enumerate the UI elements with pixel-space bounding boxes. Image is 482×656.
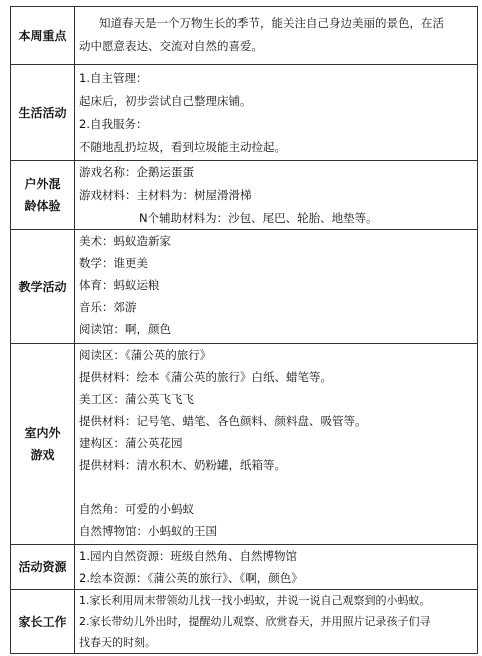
table-row-games xyxy=(11,343,477,544)
focus-line-2: 动中愿意表达、交流对自然的喜爱。 xyxy=(79,39,263,53)
games-line-4: 提供材料：记号笔、蜡笔、各色颜料、颜料盘、吸管等。 xyxy=(79,414,367,428)
outdoor-line-2: 游戏材料：主材料为：树屋滑滑梯 xyxy=(79,188,252,202)
teaching-line-4: 音乐：郊游 xyxy=(79,300,137,314)
weekly-plan-table xyxy=(10,6,478,654)
teaching-line-5: 阅读馆：啊，颜色 xyxy=(79,322,171,336)
games-line-2: 提供材料：绘本《蒲公英的旅行》白纸、蜡笔等。 xyxy=(79,370,332,384)
row-content-games xyxy=(79,344,473,544)
parents-line-2: 2.家长带幼儿外出时，提醒幼儿观察、欣赏春天，并用照片记录孩子们寻 xyxy=(79,615,431,628)
row-content-resources xyxy=(79,545,473,589)
row-label-life: 生活活动 xyxy=(11,65,75,160)
outdoor-line-1: 游戏名称：企鹅运蛋蛋 xyxy=(79,165,194,179)
outdoor-label-line-1: 户外混 xyxy=(24,177,61,191)
life-line-4: 不随地乱扔垃圾，看到垃圾能主动捡起。 xyxy=(79,140,286,154)
row-label-outdoor xyxy=(11,161,75,229)
table-row-teaching xyxy=(11,229,477,343)
games-line-1: 阅读区：《蒲公英的旅行》 xyxy=(79,348,212,362)
resources-line-2: 2.绘本资源：《蒲公英的旅行》、《啊，颜色》 xyxy=(79,571,303,585)
teaching-line-1: 美术：蚂蚁造新家 xyxy=(79,234,171,248)
row-label-resources: 活动资源 xyxy=(11,545,75,589)
life-line-1: 1.自主管理： xyxy=(79,71,148,85)
parents-line-3: 找春天的时刻。 xyxy=(79,636,156,649)
row-content-outdoor xyxy=(79,161,473,229)
games-label-line-2: 游戏 xyxy=(30,448,55,462)
table-row-focus xyxy=(11,7,477,64)
focus-line-1: 知道春天是一个万物生长的季节，能关注自己身边美丽的景色，在活 xyxy=(99,16,444,30)
life-line-2: 起床后，初步尝试自己整理床铺。 xyxy=(79,94,252,108)
row-content-teaching xyxy=(79,230,473,343)
row-content-focus xyxy=(79,7,473,64)
table-row-outdoor xyxy=(11,160,477,229)
row-label-games xyxy=(11,344,75,544)
row-label-parents: 家长工作 xyxy=(11,590,75,654)
games-line-3: 美工区：蒲公英飞飞飞 xyxy=(79,392,194,406)
teaching-line-3: 体育：蚂蚁运粮 xyxy=(79,278,160,292)
games-line-6: 提供材料：清水积木、奶粉罐，纸箱等。 xyxy=(79,458,286,472)
games-line-7 xyxy=(79,476,473,498)
life-line-3: 2.自我服务： xyxy=(79,117,148,131)
table-row-resources xyxy=(11,544,477,589)
resources-line-1: 1.园内自然资源：班级自然角、自然博物馆 xyxy=(79,549,297,563)
row-label-focus: 本周重点 xyxy=(11,7,75,64)
parents-line-1: 1.家长利用周末带领幼儿找一找小蚂蚁，并说一说自己观察到的小蚂蚁。 xyxy=(79,594,431,607)
games-line-5: 建构区：蒲公英花园 xyxy=(79,436,183,450)
row-content-life xyxy=(79,65,473,160)
table-row-life xyxy=(11,64,477,160)
row-label-teaching: 教学活动 xyxy=(11,230,75,343)
table-row-parents xyxy=(11,589,477,654)
outdoor-line-3: N个辅助材料为：沙包、尾巴、轮胎、地垫等。 xyxy=(139,211,378,225)
teaching-line-2: 数学：谁更美 xyxy=(79,256,148,270)
games-line-9: 自然博物馆：小蚂蚁的王国 xyxy=(79,524,217,538)
games-label-line-1: 室内外 xyxy=(24,426,61,440)
games-line-8: 自然角：可爱的小蚂蚁 xyxy=(79,502,194,516)
outdoor-label-line-2: 龄体验 xyxy=(24,199,61,213)
row-content-parents xyxy=(79,590,473,654)
